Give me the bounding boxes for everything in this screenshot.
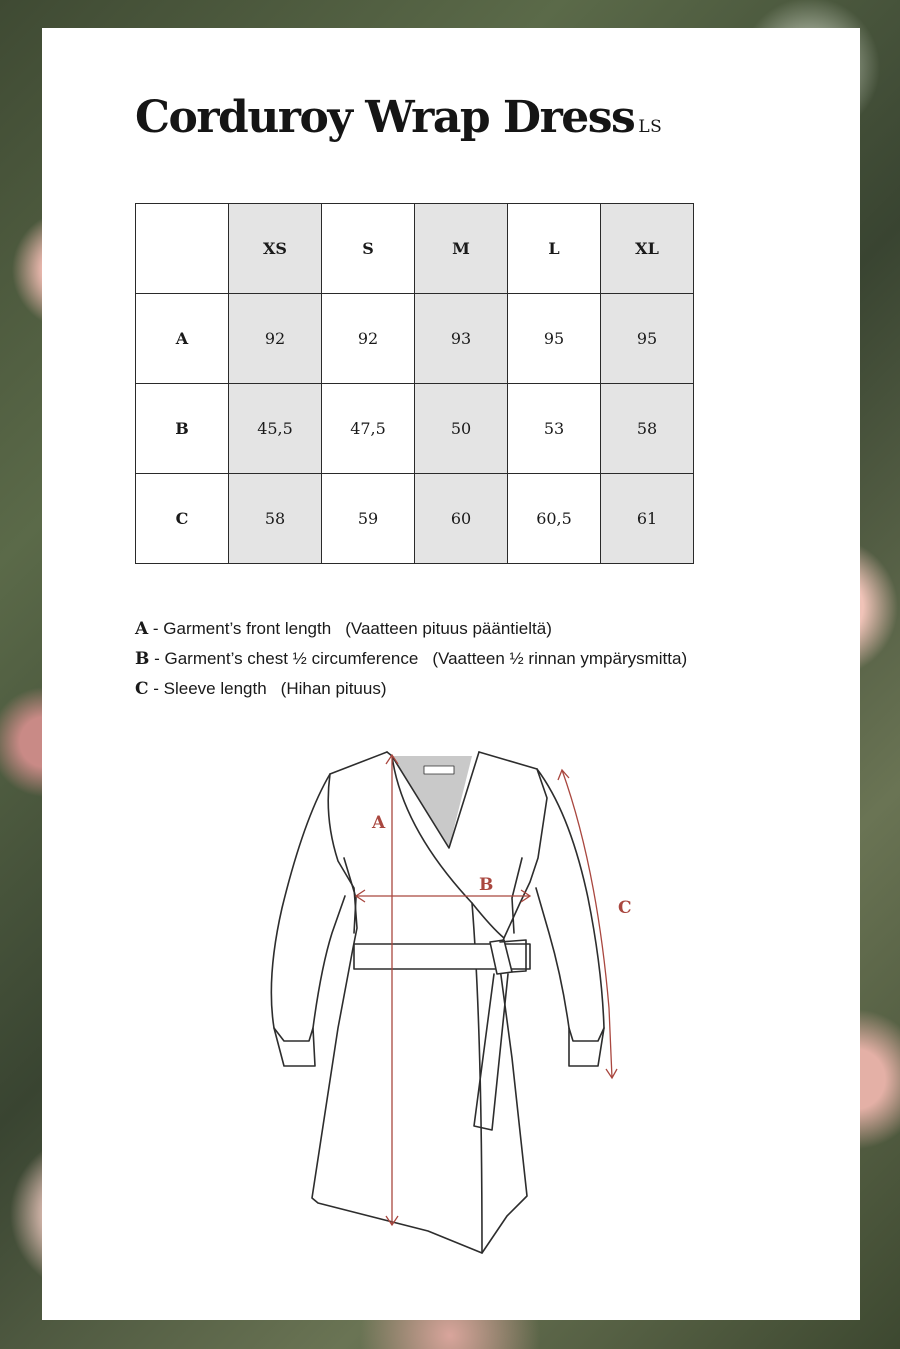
table-cell: 58 [601, 384, 694, 474]
row-label-c: C [136, 474, 229, 564]
size-header-xs: XS [229, 204, 322, 294]
table-cell: 45,5 [229, 384, 322, 474]
left-cuff [274, 1028, 315, 1066]
table-cell: 50 [415, 384, 508, 474]
table-cell: 92 [229, 294, 322, 384]
legend-text: - Garment’s chest ½ circumference [149, 649, 419, 668]
table-cell: 60,5 [508, 474, 601, 564]
table-cell: 95 [508, 294, 601, 384]
right-cuff [569, 1028, 604, 1066]
row-label-b: B [136, 384, 229, 474]
dress-measurement-diagram [42, 28, 860, 1320]
table-cell: 61 [601, 474, 694, 564]
table-cell: 60 [415, 474, 508, 564]
measure-label-c: C [618, 898, 632, 918]
legend-text: - Sleeve length [148, 679, 267, 698]
neck-label [424, 766, 454, 774]
right-sleeve-outline [536, 769, 604, 1041]
measure-label-b: B [479, 875, 494, 895]
size-header-l: L [508, 204, 601, 294]
legend-translation: (Hihan pituus) [280, 679, 387, 698]
table-cell: 95 [601, 294, 694, 384]
table-cell: 93 [415, 294, 508, 384]
table-cell: 47,5 [322, 384, 415, 474]
legend-translation: (Vaatteen pituus pääntieltä) [345, 619, 552, 638]
legend-translation: (Vaatteen ½ rinnan ympärysmitta) [432, 649, 688, 668]
left-sleeve-outline [271, 774, 345, 1041]
title-suffix: LS [638, 117, 663, 137]
legend-key: B [135, 649, 150, 669]
size-header-xl: XL [601, 204, 694, 294]
legend-text: - Garment’s front length [148, 619, 332, 638]
row-label-a: A [136, 294, 229, 384]
size-chart-card [42, 28, 860, 1320]
size-header-s: S [322, 204, 415, 294]
dress-body-outline [312, 752, 547, 1253]
legend-key: C [135, 679, 149, 699]
table-cell: 58 [229, 474, 322, 564]
table-cell: 92 [322, 294, 415, 384]
table-cell: 59 [322, 474, 415, 564]
title-text: Corduroy Wrap Dress [135, 92, 635, 143]
legend-key: A [135, 619, 149, 639]
size-header-m: M [415, 204, 508, 294]
table-cell: 53 [508, 384, 601, 474]
measure-label-a: A [372, 813, 386, 833]
measurement-lines [356, 755, 617, 1225]
